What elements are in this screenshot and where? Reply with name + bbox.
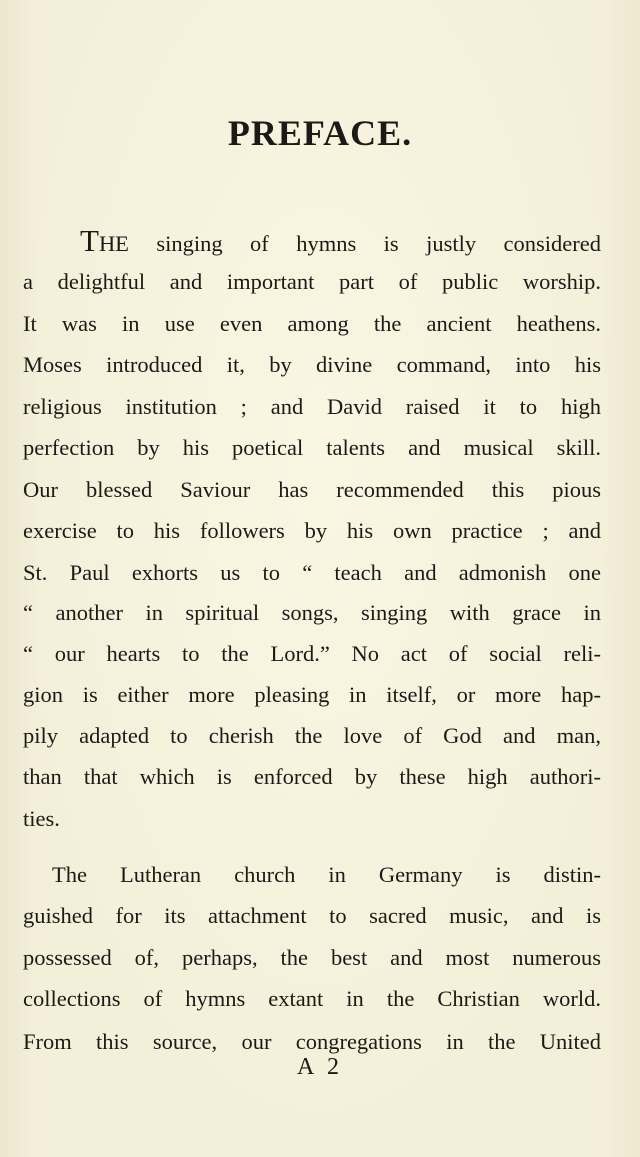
paragraph-2-line: possessed of, perhaps, the best and most numerous: [23, 945, 601, 970]
paragraph-1-line: exercise to his followers by his own practice ; and: [23, 518, 601, 543]
paragraph-1-line: It was in use even among the ancient heathens.: [23, 311, 601, 336]
page-title: PREFACE.: [227, 113, 413, 153]
paragraph-1-line: “ another in spiritual songs, singing with grace in: [23, 600, 601, 625]
paragraph-1-line: St. Paul exhorts us to “ teach and admonish one: [23, 560, 601, 585]
paragraph-2-line: guished for its attachment to sacred music, and is: [23, 903, 601, 928]
paragraph-2-line: The Lutheran church in Germany is distin-: [52, 862, 601, 887]
paragraph-1-line: gion is either more pleasing in itself, or more hap-: [23, 682, 601, 707]
paragraph-1-line: Moses introduced it, by divine command, into his: [23, 352, 601, 377]
paragraph-1-line: than that which is enforced by these high authori-: [23, 764, 601, 789]
paragraph-1-line: religious institution ; and David raised it to high: [23, 394, 601, 419]
paragraph-1-line-1: [80, 223, 601, 259]
paragraph-1-line: Our blessed Saviour has recommended this pious: [23, 477, 601, 502]
paragraph-1-line: ties.: [23, 806, 60, 831]
paragraph-1-line: a delightful and important part of public worship.: [23, 269, 601, 294]
paragraph-1-line: pily adapted to cherish the love of God and man,: [23, 723, 601, 748]
first-line-text: HE singing of hymns is justly considered: [98, 231, 601, 256]
paragraph-1-line: perfection by his poetical talents and musical skill.: [23, 435, 601, 460]
paragraph-2-line: From this source, our congregations in the United: [23, 1029, 601, 1054]
paragraph-1-line: “ our hearts to the Lord.” No act of social reli-: [23, 641, 601, 666]
signature-mark: A 2: [296, 1054, 343, 1080]
paragraph-2-line: collections of hymns extant in the Christian world.: [23, 986, 601, 1011]
drop-cap: T: [80, 223, 99, 258]
